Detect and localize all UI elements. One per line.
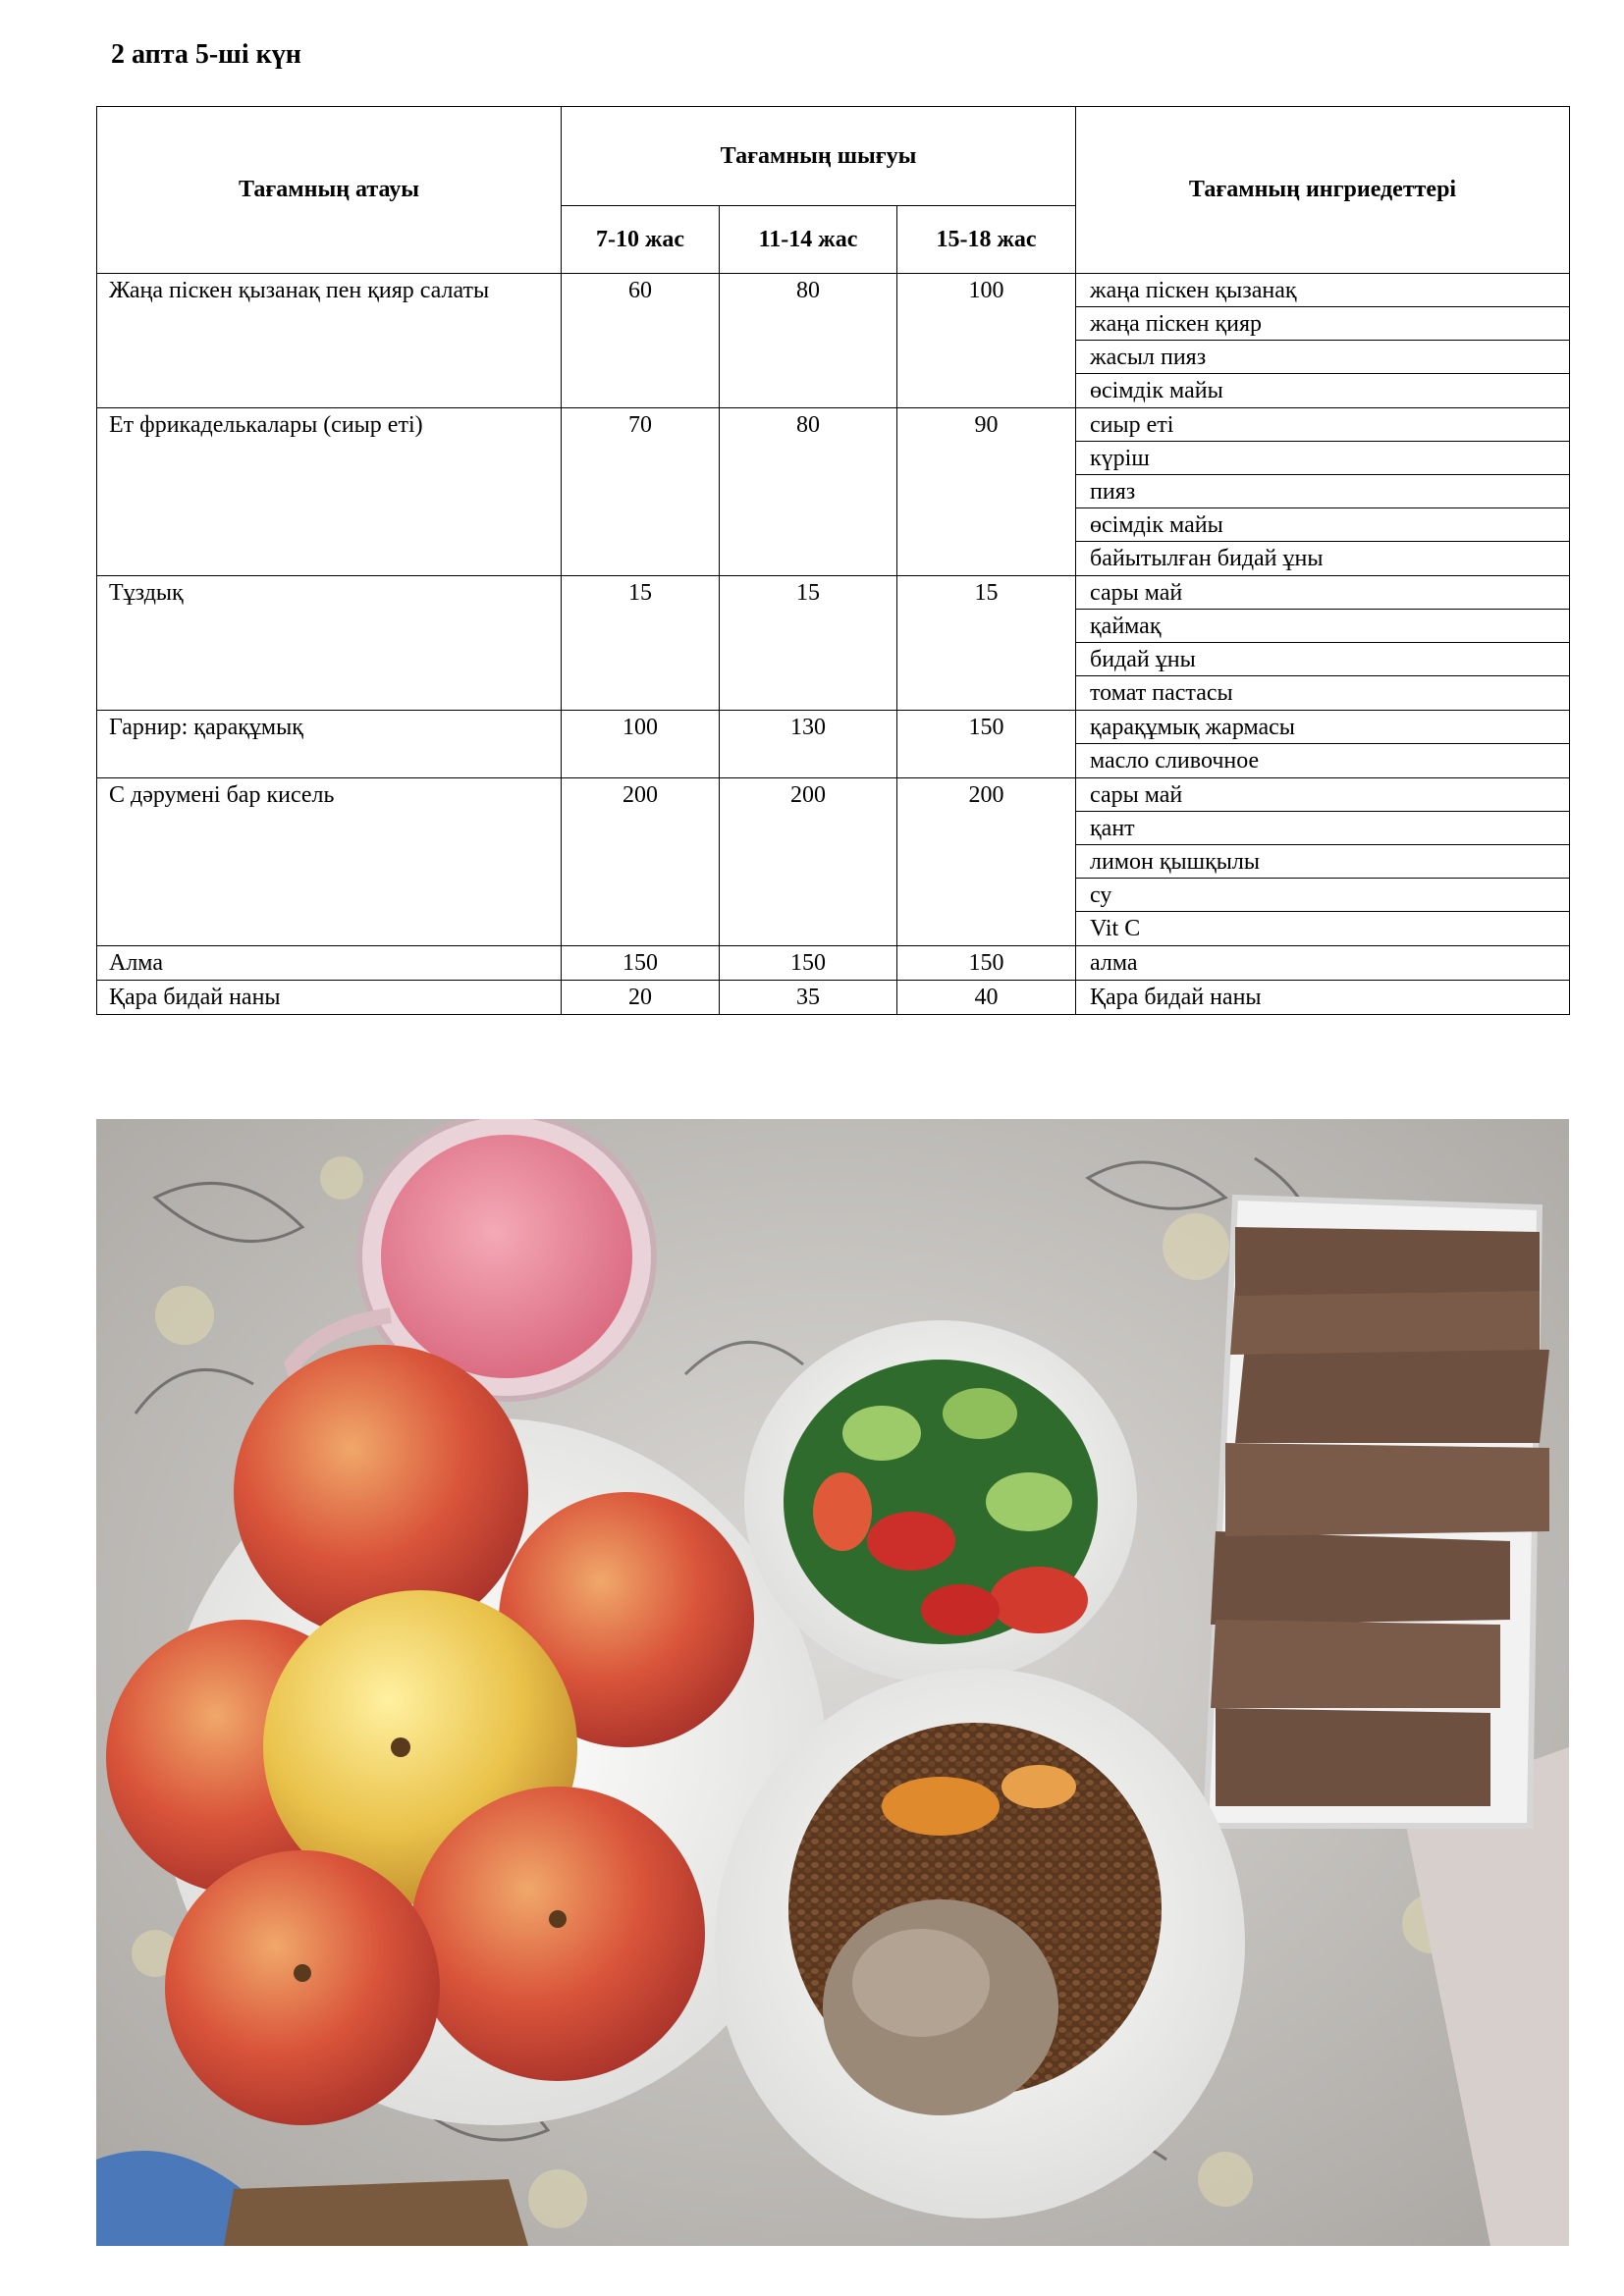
- meal-photo-drawing: [96, 1119, 1569, 2246]
- ingredient: қант: [1076, 812, 1569, 845]
- ingredient: алма: [1090, 950, 1138, 976]
- portion-7-10: 100: [562, 711, 720, 778]
- portion-11-14: 130: [720, 711, 897, 778]
- apple: [165, 1850, 440, 2125]
- portion-15-18: 150: [897, 711, 1076, 778]
- table-row: [97, 576, 1570, 711]
- ingredient: су: [1076, 879, 1569, 912]
- ingredient: қаймақ: [1076, 610, 1569, 643]
- dish-name: Тұздық: [97, 576, 562, 711]
- page-title: 2 апта 5-ші күн: [111, 39, 301, 70]
- portion-11-14: 200: [720, 778, 897, 946]
- dish-name: Гарнир: қарақұмық: [97, 711, 562, 778]
- ingredient: Vit C: [1090, 916, 1141, 941]
- ingredients-list: [1076, 408, 1570, 576]
- ingredient: сиыр еті: [1076, 408, 1569, 442]
- portion-11-14: 35: [720, 981, 897, 1015]
- table-row: [97, 946, 1570, 981]
- ingredients-list: [1076, 778, 1570, 946]
- ingredient: Қара бидай наны: [1090, 985, 1262, 1010]
- ingredient: сары май: [1076, 576, 1569, 610]
- dish-name: Қара бидай наны: [97, 981, 562, 1015]
- menu-table: [96, 106, 1570, 1015]
- table-row: [97, 981, 1570, 1015]
- ingredient: жаңа піскен қызанақ: [1076, 274, 1569, 307]
- header-age-group: 7-10 жас: [562, 206, 720, 274]
- ingredient: байытылған бидай ұны: [1090, 546, 1324, 571]
- ingredient: жасыл пияз: [1076, 341, 1569, 374]
- meal-photo: [96, 1119, 1569, 2246]
- dish-name: С дәрумені бар кисель: [97, 778, 562, 946]
- ingredient: сары май: [1076, 778, 1569, 812]
- apple: [410, 1787, 705, 2081]
- portion-15-18: 40: [897, 981, 1076, 1015]
- salad-bowl: [744, 1320, 1137, 1683]
- header-age-group: 11-14 жас: [720, 206, 897, 274]
- ingredient: лимон қышқылы: [1076, 845, 1569, 879]
- portion-15-18: 200: [897, 778, 1076, 946]
- table-row: [97, 778, 1570, 946]
- ingredient: күріш: [1076, 442, 1569, 475]
- ingredient: өсімдік майы: [1076, 508, 1569, 542]
- portion-15-18: 100: [897, 274, 1076, 408]
- portion-7-10: 200: [562, 778, 720, 946]
- portion-7-10: 15: [562, 576, 720, 711]
- portion-7-10: 60: [562, 274, 720, 408]
- portion-11-14: 150: [720, 946, 897, 981]
- header-dish-name: Тағамның атауы: [97, 107, 562, 274]
- buckwheat-plate: [715, 1669, 1245, 2218]
- dish-name: Алма: [97, 946, 562, 981]
- paper-bag: [224, 2179, 528, 2246]
- header-age-group: 15-18 жас: [897, 206, 1076, 274]
- ingredient: бидай ұны: [1076, 643, 1569, 676]
- portion-15-18: 150: [897, 946, 1076, 981]
- ingredients-list: [1076, 274, 1570, 408]
- ingredient: өсімдік майы: [1090, 378, 1223, 403]
- dish-name: Жаңа піскен қызанақ пен қияр салаты: [97, 274, 562, 408]
- ingredients-list: [1076, 981, 1570, 1015]
- portion-15-18: 90: [897, 408, 1076, 576]
- ingredients-list: [1076, 576, 1570, 711]
- bread-basket: [1206, 1198, 1549, 1826]
- portion-11-14: 80: [720, 274, 897, 408]
- header-output: Тағамның шығуы: [562, 107, 1076, 206]
- portion-7-10: 70: [562, 408, 720, 576]
- ingredients-list: [1076, 711, 1570, 778]
- ingredient: жаңа піскен қияр: [1076, 307, 1569, 341]
- dish-name: Ет фрикаделькалары (сиыр еті): [97, 408, 562, 576]
- ingredient: пияз: [1076, 475, 1569, 508]
- portion-15-18: 15: [897, 576, 1076, 711]
- table-row: [97, 408, 1570, 576]
- portion-7-10: 150: [562, 946, 720, 981]
- portion-11-14: 15: [720, 576, 897, 711]
- ingredient: масло сливочное: [1090, 748, 1260, 774]
- portion-7-10: 20: [562, 981, 720, 1015]
- portion-11-14: 80: [720, 408, 897, 576]
- apple: [234, 1345, 528, 1639]
- ingredients-list: [1076, 946, 1570, 981]
- table-row: [97, 274, 1570, 408]
- header-ingredients: Тағамның ингриедеттері: [1076, 107, 1570, 274]
- table-row: [97, 711, 1570, 778]
- ingredient: қарақұмық жармасы: [1076, 711, 1569, 744]
- ingredient: томат пастасы: [1090, 680, 1233, 706]
